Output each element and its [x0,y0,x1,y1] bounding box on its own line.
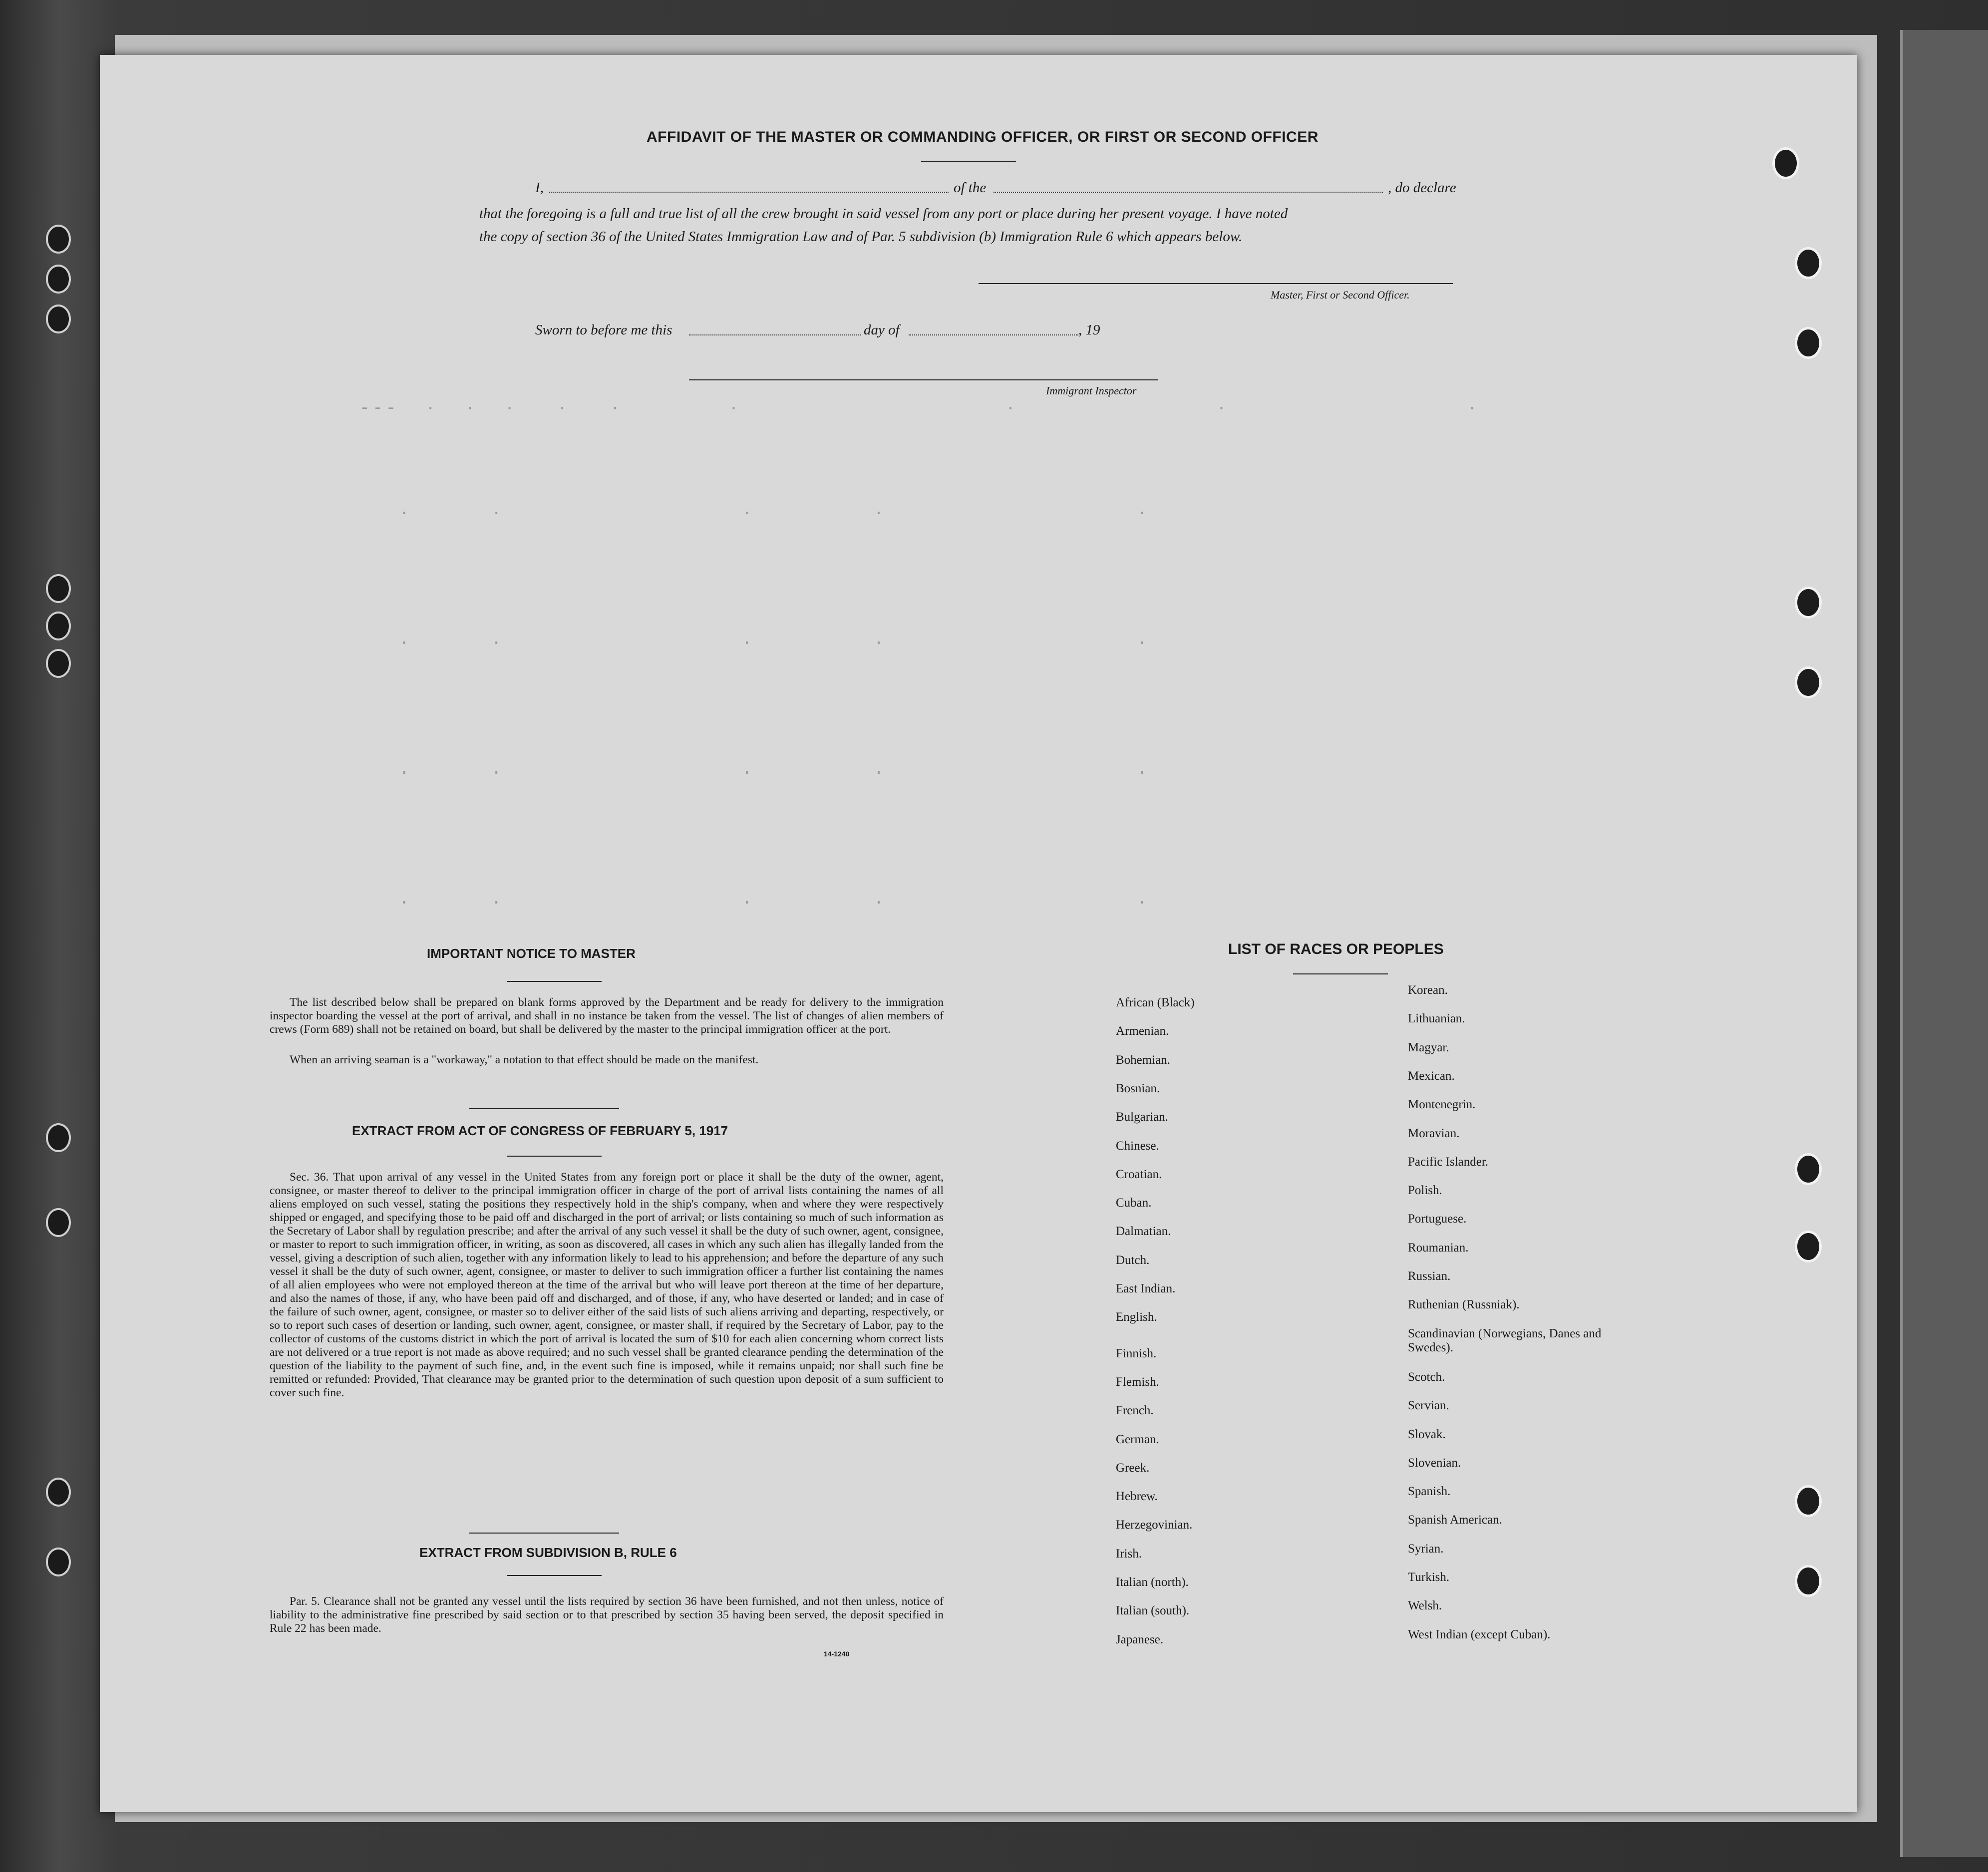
race-item: Bosnian. [1116,1081,1160,1095]
bleed-through-text: · · · · · [359,894,1151,913]
race-item: Finnish. [1116,1346,1157,1360]
notice-paragraph-1: The list described below shall be prepared on blank forms approved by the Department and be ready for delivery to the immigration inspector boarding the vessel at the port of arrival, and shall in no instance be taken from the vessel. The list of changes of alien members of crews (Form 689) shall not be retained on board, but shall be delivered by the master to the principal immigration officer at the port. [270,996,944,1036]
race-item: Scotch. [1408,1370,1445,1384]
race-item: West Indian (except Cuban). [1408,1627,1551,1641]
title-underline [921,161,1016,162]
sworn-start: Sworn to before me this [535,322,672,338]
binder-hole [1795,587,1822,619]
binder-hole [1795,327,1822,359]
races-heading: LIST OF RACES OR PEOPLES [1228,941,1444,957]
rule-heading: EXTRACT FROM SUBDIVISION B, RULE 6 [419,1545,677,1560]
affidavit-line-1-start: I, [535,180,544,196]
race-item: French. [1116,1404,1154,1418]
race-item: Scandinavian (Norwegians, Danes and Swedes). [1408,1326,1602,1354]
rule-underline [507,1575,602,1576]
binder-strip [1900,30,1988,1857]
binder-hole [46,225,71,254]
binder-hole [46,1123,71,1152]
race-item: Ruthenian (Russniak). [1408,1298,1520,1312]
notice-paragraph-2: When an arriving seaman is a "workaway," a notation to that effect should be made on the manifest. [290,1053,759,1066]
race-item: Korean. [1408,983,1448,997]
race-item: Roumanian. [1408,1241,1469,1254]
race-item: Slovenian. [1408,1456,1461,1470]
sworn-day-field[interactable] [689,334,861,335]
binder-hole [46,612,71,640]
binder-hole [1795,1565,1822,1597]
binder-hole [46,1548,71,1576]
race-item: Welsh. [1408,1599,1442,1613]
race-item: Dutch. [1116,1253,1150,1267]
race-item: Polish. [1408,1184,1442,1198]
race-item: East Indian. [1116,1282,1176,1295]
binder-hole [1795,666,1822,698]
race-item: Pacific Islander. [1408,1155,1489,1169]
binder-hole [46,265,71,294]
race-item: Syrian. [1408,1542,1444,1556]
section-divider [469,1108,619,1109]
race-item: Flemish. [1116,1375,1159,1389]
bleed-through-text: · · · · · [359,504,1151,523]
binder-hole [1795,247,1822,279]
bleed-through-text: · · · · · [359,764,1151,783]
sworn-mid: day of [864,322,900,338]
form-number: 14-1240 [824,1650,850,1658]
race-item: Turkish. [1408,1570,1450,1584]
affidavit-title: AFFIDAVIT OF THE MASTER OR COMMANDING OFFICER, OR FIRST OR SECOND OFFICER [647,129,1319,145]
inspector-label: Immigrant Inspector [1046,384,1137,397]
sworn-month-field[interactable] [909,334,1078,335]
race-item: Croatian. [1116,1167,1162,1181]
race-item: Greek. [1116,1461,1150,1475]
races-underline [1293,973,1388,974]
race-item: Bulgarian. [1116,1110,1168,1124]
vessel-name-field[interactable] [994,192,1383,193]
race-item: African (Black) [1116,996,1195,1009]
race-item: Russian. [1408,1269,1451,1283]
affidavit-line-3: the copy of section 36 of the United States Immigration Law and of Par. 5 subdivision (b) Immigration Rule 6 which appears below. [479,229,1243,245]
race-item: Portuguese. [1408,1212,1467,1226]
binder-hole [1795,1485,1822,1517]
binder-hole [46,305,71,333]
race-item: Chinese. [1116,1139,1159,1153]
race-item: Moravian. [1408,1126,1460,1140]
race-item: Irish. [1116,1547,1142,1560]
master-name-field[interactable] [549,192,949,193]
signature-label: Master, First or Second Officer. [1271,289,1410,301]
affidavit-line-1-end: , do declare [1388,180,1456,196]
section-divider [469,1533,619,1534]
inspector-signature-line [689,379,1158,380]
race-item: Cuban. [1116,1196,1152,1210]
race-item: German. [1116,1432,1159,1446]
race-item: Spanish American. [1408,1513,1502,1527]
race-item: Servian. [1408,1399,1449,1413]
notice-heading: IMPORTANT NOTICE TO MASTER [427,946,636,961]
race-item: Japanese. [1116,1632,1164,1646]
act-underline [507,1156,602,1157]
race-item: Spanish. [1408,1485,1451,1499]
document-page [100,55,1857,1812]
race-item: Armenian. [1116,1024,1169,1038]
race-item: Hebrew. [1116,1490,1158,1504]
binder-hole [46,649,71,678]
race-item: Slovak. [1408,1427,1446,1441]
race-item: Lithuanian. [1408,1012,1465,1026]
race-item: Dalmatian. [1116,1225,1171,1239]
race-item: English. [1116,1310,1157,1324]
affidavit-line-1-mid: of the [954,180,987,196]
notice-underline [507,981,602,982]
race-item: Bohemian. [1116,1053,1171,1067]
binder-hole [1795,1153,1822,1185]
race-item: Mexican. [1408,1069,1455,1083]
binder-hole [46,1478,71,1507]
race-item: Montenegrin. [1408,1098,1476,1112]
affidavit-line-2: that the foregoing is a full and true list of all the crew brought in said vessel from any port or place during her present voyage. I have noted [479,206,1288,222]
rule-text: Par. 5. Clearance shall not be granted any vessel until the lists required by section 36 have been furnished, and not then unless, notice of liability to the administrative fine prescribed by said section or to that prescribed by section 35 having been served, the deposit specified in Rule 22 has been made. [270,1595,944,1635]
binder-hole [46,1208,71,1237]
race-item: Herzegovinian. [1116,1518,1193,1532]
binder-hole [1772,147,1799,179]
race-item: Italian (north). [1116,1575,1189,1589]
binder-hole [46,574,71,603]
bleed-through-text: · · · · · [359,634,1151,653]
signature-line [979,283,1453,284]
bleed-through-text: --- · · · · · · · · · [359,399,1480,418]
act-text: Sec. 36. That upon arrival of any vessel in the United States from any foreign port or place it shall be the duty of the owner, agent, consignee, or master thereof to deliver to the principal immigration officer in charge of the port of arrival lists containing the names of all aliens employed on such vessel, stating the positions they respectively hold in the ship's company, when and where they were respectively shipped or engaged, and specifying those to be paid off and discharged in the port of arrival; or lists containing so much of such information as the Secretary of Labor shall by regulation prescribe; and after the arrival of any such vessel it shall be the duty of such owner, agent, consignee, or master to report to such immigration officer, in writing, as soon as discovered, all cases in which any such alien has illegally landed from the vessel, giving a description of such alien, together with any information likely to lead to his apprehension; and before the departure of any such vessel it shall be the duty of such owner, agent, consignee, or master to deliver to such immigration officer a further list containing the names of all alien employees who were not employed thereon at the time of the arrival but who will leave port thereon at the time of her departure, and also the names of those, if any, who have been paid off and discharged, and of those, if any, who have deserted or landed; and in case of the failure of such owner, agent, consignee, or master so to deliver either of the said lists of such aliens arriving and departing, respectively, or so to report such cases of desertion or landing, such owner, agent, consignee, or master shall, if required by the Secretary of Labor, pay to the collector of customs of the customs district in which the port of arrival is located the sum of $10 for each alien concerning whom correct lists are not delivered or a true report is not made as above required; and no such vessel shall be granted clearance pending the determination of the question of the liability to the payment of such fine, and, in the event such fine is imposed, while it remains unpaid; nor shall such fine be remitted or refunded: Provided, That clearance may be granted prior to the determination of such question upon deposit of a sum sufficient to cover such fine. [270,1171,944,1399]
binder-hole [1795,1231,1822,1262]
sworn-end: , 19 [1078,322,1100,338]
act-heading: EXTRACT FROM ACT OF CONGRESS OF FEBRUARY 5, 1917 [352,1123,728,1138]
race-item: Italian (south). [1116,1604,1190,1618]
race-item: Magyar. [1408,1040,1449,1054]
